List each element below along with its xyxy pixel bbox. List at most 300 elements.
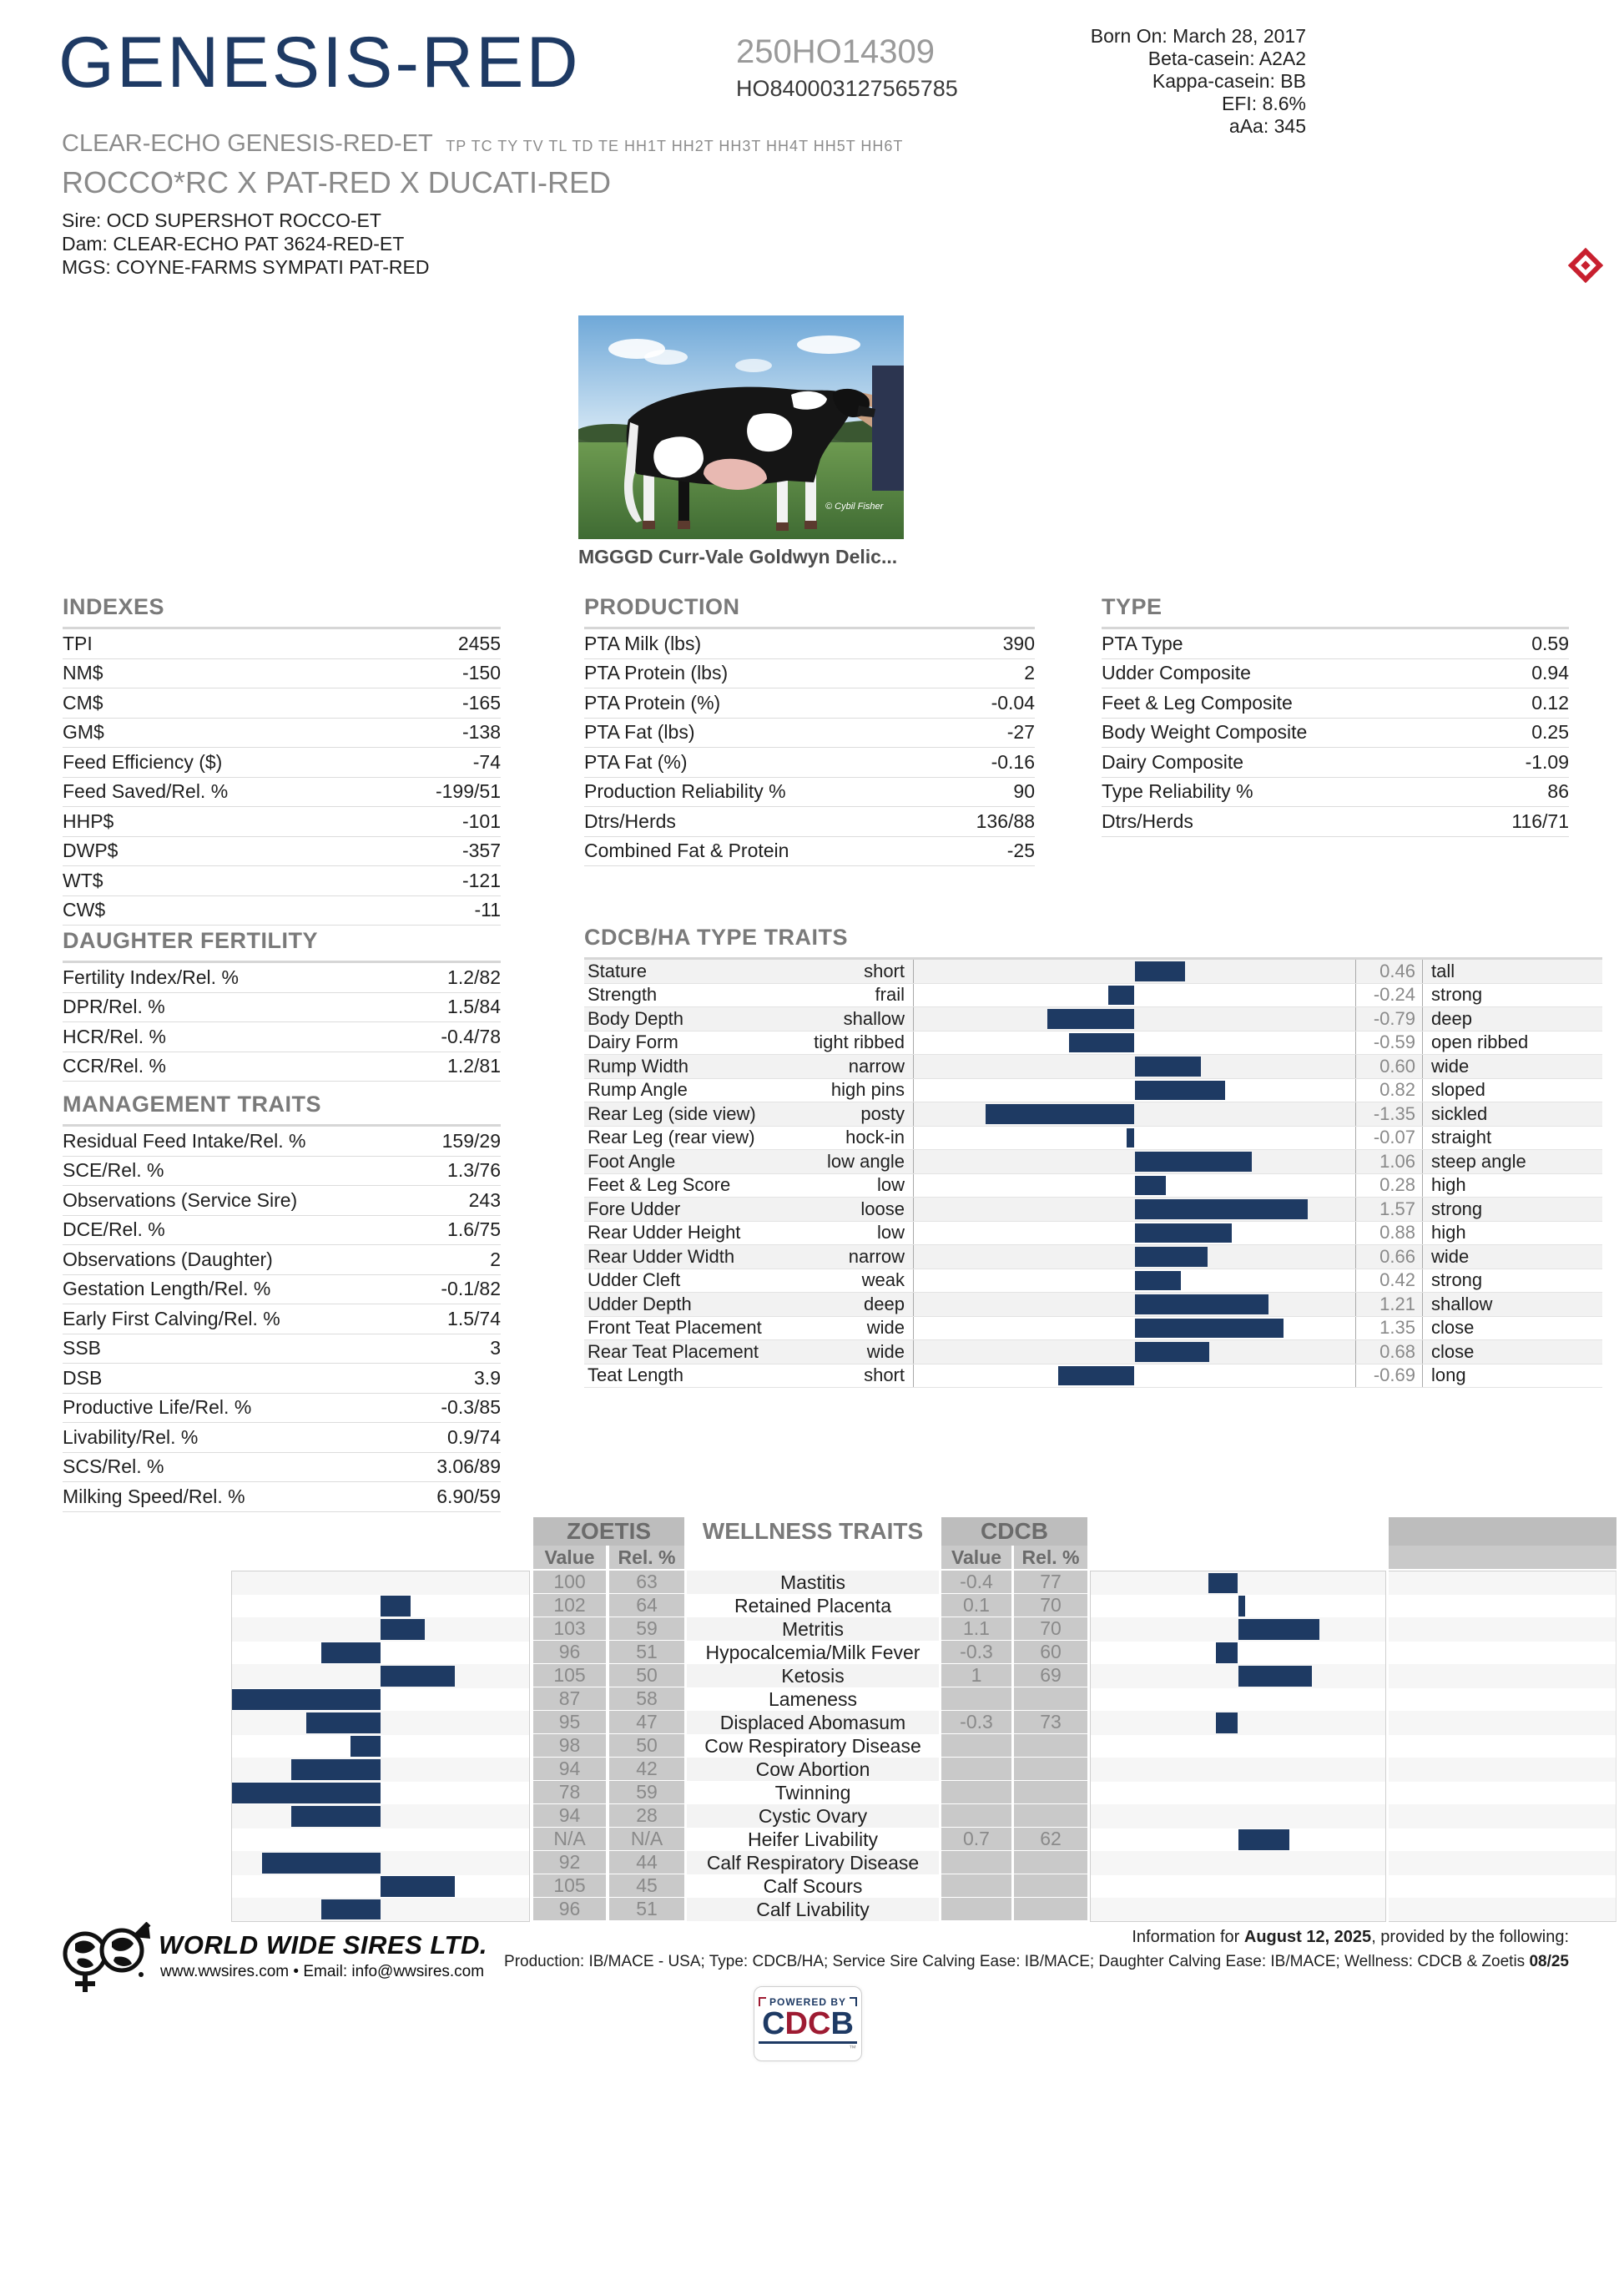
trait-label: Rear Teat Placement [588, 1340, 759, 1362]
table-row [63, 659, 501, 689]
row-label: Dairy Composite [1102, 750, 1243, 773]
trait-value: -0.59 [1356, 1031, 1423, 1055]
wellness-table-body [231, 1571, 1620, 1921]
production-table [584, 627, 1035, 866]
bracket-left-icon [759, 1997, 766, 2006]
zoetis-bar [306, 1712, 381, 1733]
zoetis-bar-chart [231, 1571, 530, 1595]
wellness-row [231, 1828, 1620, 1851]
trait-name: Mastitis [687, 1571, 939, 1595]
zoetis-rel: 51 [609, 1641, 684, 1665]
trait-high-label: strong [1431, 984, 1483, 1006]
row-label: Livability/Rel. % [63, 1425, 199, 1448]
extra-panel-cell [1389, 1874, 1616, 1899]
cdcb-value [941, 1804, 1011, 1828]
zoetis-bar-chart [231, 1687, 530, 1712]
trait-low-label: posty [793, 1102, 914, 1126]
trait-label: Feet & Leg Score [588, 1174, 731, 1196]
row-label: Feed Saved/Rel. % [63, 780, 229, 803]
table-row [63, 1157, 501, 1187]
wellness-row [231, 1664, 1620, 1687]
trait-value: 1.21 [1356, 1293, 1423, 1316]
row-value: -0.16 [991, 750, 1035, 773]
cdcb-letter: C [762, 2005, 785, 2041]
row-value: 6.90/59 [436, 1485, 501, 1507]
dam-line: Dam: CLEAR-ECHO PAT 3624-RED-ET [62, 233, 405, 255]
trait-bar-chart [914, 1245, 1356, 1269]
row-label: CCR/Rel. % [63, 1055, 166, 1077]
cdcb-rel: 70 [1014, 1617, 1087, 1642]
cdcb-bar [1238, 1829, 1290, 1850]
wellness-row [231, 1571, 1620, 1594]
table-row [63, 1127, 501, 1157]
trait-high-label: high [1431, 1174, 1466, 1196]
row-value: 1.3/76 [447, 1159, 501, 1182]
table-row [1102, 807, 1569, 837]
trait-name: Hypocalcemia/Milk Fever [687, 1641, 939, 1665]
trait-high-label: sloped [1431, 1079, 1485, 1101]
zoetis-value: 78 [533, 1781, 606, 1805]
trait-label: Dairy Form [588, 1031, 678, 1053]
trait-bar [1127, 1128, 1134, 1148]
zoetis-rel: 42 [609, 1758, 684, 1782]
type-trait-row [584, 1317, 1602, 1341]
page-title: GENESIS-RED [58, 23, 581, 103]
row-value: 0.94 [1531, 662, 1569, 684]
trait-bar-chart [914, 1269, 1356, 1293]
cdcb-header: CDCB [941, 1517, 1087, 1546]
cdcb-rel [1014, 1804, 1087, 1828]
trait-label: Foot Angle [588, 1150, 676, 1172]
trait-high-label: wide [1431, 1245, 1470, 1267]
cdcb-bar-chart [1090, 1758, 1386, 1782]
cdcb-bar [1238, 1596, 1246, 1617]
zoetis-bar-chart [231, 1898, 530, 1922]
cdcb-value [941, 1781, 1011, 1805]
section-title-production: PRODUCTION [584, 594, 740, 619]
extra-panel-cell [1389, 1828, 1616, 1852]
table-row [1102, 719, 1569, 749]
powered-by-label: POWERED BY [769, 1995, 846, 2008]
cdcb-rel: 70 [1014, 1594, 1087, 1618]
trait-label: Rear Leg (rear view) [588, 1127, 755, 1148]
cdcb-bar-chart [1090, 1898, 1386, 1922]
trait-low-label: short [793, 960, 914, 983]
cdcb-bar-chart [1090, 1641, 1386, 1665]
row-label: Productive Life/Rel. % [63, 1396, 252, 1419]
registered-name: CLEAR-ECHO GENESIS-RED-ET [62, 130, 433, 157]
cdcb-rel: 77 [1014, 1571, 1087, 1595]
zoetis-rel: 45 [609, 1874, 684, 1899]
table-row [63, 1423, 501, 1453]
table-row [63, 1052, 501, 1082]
cdcb-letter: C [808, 2005, 831, 2041]
cdcb-value: -0.3 [941, 1711, 1011, 1735]
trait-bar-chart [914, 1079, 1356, 1102]
zoetis-bar-chart [231, 1828, 530, 1852]
info-date: August 12, 2025 [1243, 1928, 1372, 1946]
zoetis-bar [232, 1689, 381, 1710]
trait-high-label: tall [1431, 960, 1455, 981]
photo-caption: MGGGD Curr-Vale Goldwyn Delic... [578, 546, 898, 567]
zoetis-value: 105 [533, 1874, 606, 1899]
table-row [63, 719, 501, 749]
row-value: 90 [1013, 780, 1035, 803]
type-trait-row [584, 1293, 1602, 1317]
wellness-section [231, 1517, 1620, 1921]
cdcb-bar [1216, 1642, 1238, 1663]
table-row [584, 659, 1035, 689]
zoetis-bar-chart [231, 1804, 530, 1828]
type-trait-row [584, 1127, 1602, 1151]
row-value: -1.09 [1525, 750, 1569, 773]
trait-high-label: high [1431, 1222, 1466, 1243]
cdcb-bar-chart [1090, 1781, 1386, 1805]
cdcb-letter: B [830, 2005, 854, 2041]
row-value: 2 [1024, 662, 1035, 684]
row-label: Udder Composite [1102, 662, 1251, 684]
wellness-row [231, 1874, 1620, 1898]
extra-panel-cell [1389, 1711, 1616, 1735]
row-label: TPI [63, 632, 93, 654]
cdcb-value [941, 1734, 1011, 1758]
table-row [1102, 748, 1569, 778]
table-row [63, 866, 501, 896]
wellness-row [231, 1641, 1620, 1664]
trait-value: -0.24 [1356, 984, 1423, 1007]
zoetis-value: 87 [533, 1687, 606, 1712]
cdcb-rel [1014, 1874, 1087, 1899]
type-trait-row [584, 1222, 1602, 1246]
wellness-row [231, 1594, 1620, 1617]
row-value: 0.12 [1531, 691, 1569, 714]
trait-bar [1135, 1199, 1309, 1219]
row-value: 116/71 [1511, 810, 1569, 832]
table-row [63, 1394, 501, 1424]
zoetis-bar [291, 1806, 381, 1827]
row-label: Combined Fat & Protein [584, 840, 789, 862]
trait-bar-chart [914, 1364, 1356, 1388]
table-row [63, 1453, 501, 1483]
cdcb-bar-chart [1090, 1594, 1386, 1618]
trait-bar-chart [914, 1340, 1356, 1364]
table-row [63, 688, 501, 719]
table-row [584, 629, 1035, 659]
zoetis-rel: 51 [609, 1898, 684, 1922]
trait-value: 0.42 [1356, 1269, 1423, 1293]
genetic-info-block [1091, 25, 1306, 138]
row-value: 390 [1002, 632, 1035, 654]
row-label: PTA Protein (%) [584, 691, 721, 714]
zoetis-bar [321, 1899, 381, 1919]
trait-name: Twinning [687, 1781, 939, 1805]
trait-name: Retained Placenta [687, 1594, 939, 1618]
extra-panel-cell [1389, 1758, 1616, 1782]
row-value: -27 [1006, 721, 1035, 744]
table-row [63, 748, 501, 778]
trademark-symbol: ™ [849, 2043, 856, 2052]
type-trait-row [584, 1364, 1602, 1389]
trait-bar-chart [914, 1222, 1356, 1245]
zoetis-bar-chart [231, 1641, 530, 1665]
production-section [584, 594, 1035, 866]
row-label: Dtrs/Herds [584, 810, 676, 832]
table-row [584, 778, 1035, 808]
trait-label: Udder Depth [588, 1293, 692, 1314]
cdcb-value: 0.1 [941, 1594, 1011, 1618]
zoetis-rel: N/A [609, 1828, 684, 1852]
wws-contact-line: www.wwsires.com • Email: info@wwsires.com [160, 1963, 485, 1980]
registered-name-line [62, 130, 903, 158]
trait-high-label: open ribbed [1431, 1031, 1529, 1053]
cdcb-bar-chart [1090, 1711, 1386, 1735]
table-row [63, 1022, 501, 1052]
trait-bar [1135, 1247, 1208, 1267]
table-row [63, 837, 501, 867]
trait-label: Strength [588, 984, 658, 1006]
zoetis-bar [351, 1736, 381, 1757]
trait-low-label: deep [793, 1293, 914, 1316]
trait-value: 0.66 [1356, 1245, 1423, 1269]
zoetis-header: ZOETIS [533, 1517, 684, 1546]
zoetis-rel: 50 [609, 1664, 684, 1688]
trait-value: 0.82 [1356, 1079, 1423, 1102]
row-label: Early First Calving/Rel. % [63, 1307, 280, 1329]
row-value: 1.5/74 [447, 1307, 501, 1329]
row-value: -0.04 [991, 691, 1035, 714]
trait-bar [1069, 1033, 1134, 1053]
wellness-row [231, 1687, 1620, 1711]
trait-value: 0.68 [1356, 1340, 1423, 1364]
row-label: Feed Efficiency ($) [63, 750, 223, 773]
aaa: aAa: 345 [1228, 115, 1306, 137]
trait-name: Cow Respiratory Disease [687, 1734, 939, 1758]
trait-low-label: loose [793, 1198, 914, 1221]
id-block [736, 33, 958, 102]
trait-value: -0.69 [1356, 1364, 1423, 1388]
table-row [63, 778, 501, 808]
trait-bar-chart [914, 1031, 1356, 1055]
cdcb-rel-header: Rel. % [1014, 1546, 1087, 1571]
trait-label: Rump Width [588, 1055, 689, 1077]
section-title-management: MANAGEMENT TRAITS [63, 1092, 321, 1117]
trait-low-label: frail [793, 984, 914, 1007]
trait-low-label: hock-in [793, 1127, 914, 1150]
trait-low-label: shallow [793, 1007, 914, 1031]
trait-bar [1135, 1223, 1232, 1243]
trait-name: Calf Respiratory Disease [687, 1851, 939, 1875]
trait-high-label: steep angle [1431, 1150, 1526, 1172]
trait-low-label: wide [793, 1317, 914, 1340]
mgs-line: MGS: COYNE-FARMS SYMPATI PAT-RED [62, 256, 430, 278]
wws-globes-icon [57, 1922, 153, 2005]
extra-panel-cell [1389, 1804, 1616, 1828]
cow-photo-illustration [578, 315, 904, 539]
trait-value: 1.35 [1356, 1317, 1423, 1340]
cdcb-value [941, 1874, 1011, 1899]
zoetis-rel: 28 [609, 1804, 684, 1828]
trait-value: -1.35 [1356, 1102, 1423, 1126]
type-trait-row [584, 1174, 1602, 1198]
table-row [584, 837, 1035, 867]
row-label: Type Reliability % [1102, 780, 1253, 803]
trait-bar [986, 1104, 1135, 1124]
row-value: -138 [461, 721, 501, 744]
row-value: 3.9 [474, 1366, 501, 1389]
cdcb-bar-chart [1090, 1617, 1386, 1642]
cdcb-bar-chart [1090, 1828, 1386, 1852]
trait-bar [1047, 1009, 1134, 1029]
table-row [63, 1482, 501, 1512]
row-label: Observations (Service Sire) [63, 1188, 298, 1211]
cdcb-bar-chart [1090, 1664, 1386, 1688]
row-label: Body Weight Composite [1102, 721, 1308, 744]
trait-value: 0.46 [1356, 960, 1423, 983]
row-label: DWP$ [63, 840, 119, 862]
row-value: -11 [474, 899, 501, 921]
trait-low-label: wide [793, 1340, 914, 1364]
table-row [63, 1364, 501, 1394]
row-label: PTA Fat (%) [584, 750, 688, 773]
trait-name: Cystic Ovary [687, 1804, 939, 1828]
row-label: PTA Milk (lbs) [584, 632, 702, 654]
zoetis-value: 92 [533, 1851, 606, 1875]
cdcb-rel [1014, 1781, 1087, 1805]
row-value: 0.59 [1531, 632, 1569, 654]
table-row [63, 993, 501, 1023]
trait-high-label: strong [1431, 1269, 1483, 1291]
cdcb-value: 0.7 [941, 1828, 1011, 1852]
trait-high-label: wide [1431, 1055, 1470, 1077]
trait-bar [1135, 961, 1186, 981]
row-value: 3 [490, 1337, 501, 1359]
row-label: HCR/Rel. % [63, 1025, 166, 1047]
row-value: -357 [461, 840, 501, 862]
zoetis-value-header: Value [533, 1546, 606, 1571]
cdcb-value: -0.4 [941, 1571, 1011, 1595]
zoetis-bar [232, 1783, 381, 1803]
cdcb-bar [1238, 1666, 1312, 1687]
row-label: DPR/Rel. % [63, 996, 165, 1018]
type-trait-row [584, 1340, 1602, 1364]
zoetis-bar [381, 1596, 411, 1617]
cdcb-rel: 69 [1014, 1664, 1087, 1688]
row-label: HHP$ [63, 810, 114, 832]
cdcb-rel: 62 [1014, 1828, 1087, 1852]
row-value: -150 [461, 662, 501, 684]
cdcb-value [941, 1758, 1011, 1782]
row-value: -74 [472, 750, 501, 773]
row-label: Milking Speed/Rel. % [63, 1485, 245, 1507]
cdcb-rel: 60 [1014, 1641, 1087, 1665]
table-row [63, 1304, 501, 1334]
trait-high-label: long [1431, 1364, 1466, 1386]
wellness-row [231, 1851, 1620, 1874]
table-row [63, 1245, 501, 1275]
row-value: 159/29 [441, 1129, 501, 1152]
zoetis-bar-chart [231, 1734, 530, 1758]
cdcb-bar-chart [1090, 1874, 1386, 1899]
trait-value: 1.06 [1356, 1150, 1423, 1173]
row-value: 1.5/84 [447, 996, 501, 1018]
photo-credit: © Cybil Fisher [825, 502, 884, 512]
trait-value: 0.28 [1356, 1174, 1423, 1198]
wellness-header-row [231, 1517, 1620, 1546]
daughter-fertility-table [63, 961, 501, 1082]
brand-diamond-icon [1567, 247, 1604, 284]
row-label: Residual Feed Intake/Rel. % [63, 1129, 306, 1152]
cdcb-bar-chart [1090, 1687, 1386, 1712]
cdcb-bar [1216, 1712, 1238, 1733]
trait-label: Teat Length [588, 1364, 683, 1386]
row-value: 3.06/89 [436, 1455, 501, 1478]
genetic-codes: TP TC TY TV TL TD TE HH1T HH2T HH3T HH4T HH5T HH6T [446, 138, 904, 154]
zoetis-value: 94 [533, 1758, 606, 1782]
row-value: 0.9/74 [447, 1425, 501, 1448]
cdcb-bar [1208, 1573, 1238, 1593]
trait-label: Rear Udder Height [588, 1222, 741, 1243]
wellness-row [231, 1781, 1620, 1804]
table-row [63, 807, 501, 837]
zoetis-value: 94 [533, 1804, 606, 1828]
trait-label: Fore Udder [588, 1198, 681, 1219]
type-trait-row [584, 1007, 1602, 1031]
trait-low-label: tight ribbed [793, 1031, 914, 1055]
trait-name: Calf Livability [687, 1898, 939, 1922]
trait-name: Calf Scours [687, 1874, 939, 1899]
cdcb-value-header: Value [941, 1546, 1011, 1571]
table-row [63, 1275, 501, 1305]
trait-bar-chart [914, 1198, 1356, 1221]
table-row [1102, 659, 1569, 689]
trait-low-label: high pins [793, 1079, 914, 1102]
row-value: 243 [468, 1188, 501, 1211]
cdcb-value [941, 1898, 1011, 1922]
row-value: 0.25 [1531, 721, 1569, 744]
trait-label: Body Depth [588, 1007, 683, 1029]
wws-company-name: WORLD WIDE SIRES LTD. [159, 1930, 487, 1960]
type-table [1102, 627, 1569, 837]
type-trait-row [584, 1198, 1602, 1222]
zoetis-rel: 50 [609, 1734, 684, 1758]
zoetis-bar-chart [231, 1851, 530, 1875]
cdcb-rel: 73 [1014, 1711, 1087, 1735]
trait-name: Heifer Livability [687, 1828, 939, 1852]
cdcb-letters [759, 2005, 857, 2044]
row-label: CW$ [63, 899, 106, 921]
bracket-right-icon [850, 1997, 857, 2006]
row-value: -0.3/85 [441, 1396, 501, 1419]
zoetis-value: 102 [533, 1594, 606, 1618]
row-value: -25 [1006, 840, 1035, 862]
row-label: Fertility Index/Rel. % [63, 966, 239, 988]
naab-code: 250HO14309 [736, 33, 935, 70]
trait-low-label: narrow [793, 1055, 914, 1078]
table-row [584, 719, 1035, 749]
row-value: 1.6/75 [447, 1218, 501, 1241]
trait-bar-chart [914, 1102, 1356, 1126]
trait-low-label: low angle [793, 1150, 914, 1173]
table-row [1102, 629, 1569, 659]
table-row [63, 1186, 501, 1216]
pedigree-block [62, 209, 429, 279]
sire-line: Sire: OCD SUPERSHOT ROCCO-ET [62, 209, 381, 231]
wellness-row [231, 1898, 1620, 1921]
row-value: -199/51 [435, 780, 501, 803]
zoetis-bar-chart [231, 1617, 530, 1642]
trait-low-label: low [793, 1222, 914, 1245]
section-title-indexes: INDEXES [63, 594, 165, 619]
